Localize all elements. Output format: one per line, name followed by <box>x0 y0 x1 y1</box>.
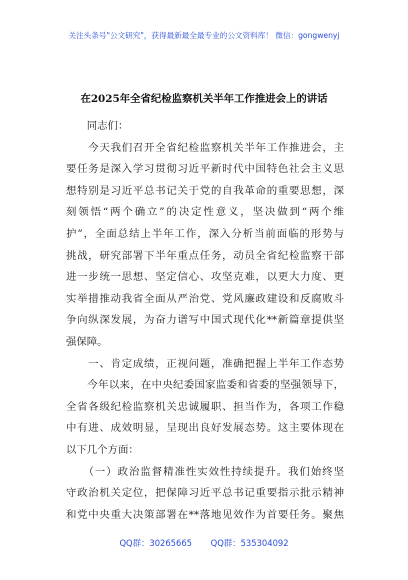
body-line: 今天我们召开全省纪检监察机关半年工作推进会，主 <box>66 141 344 154</box>
body-line: 同志们： <box>66 120 129 132</box>
body-line: 中有进、成效明显，呈现出良好发展态势。这主要体现在 <box>66 422 344 435</box>
footer-qq-group-1: QQ群：30265665 <box>119 538 192 548</box>
document-body <box>66 116 344 526</box>
footer-qq-group-2: QQ群：535304092 <box>210 538 289 548</box>
document-title: 在2025年全省纪检监察机关半年工作推进会上的讲话 <box>80 93 328 105</box>
body-line: 想特别是习近平总书记关于党的自我革命的重要思想，深 <box>66 184 344 197</box>
body-line: 挑战，研究部署下半年重点任务，动员全省纪检监察干部 <box>66 249 344 262</box>
header-notice: 关注头条号"公文研究"，获得最新最全最专业的公文资料库！ 微信：gongwenyj <box>68 31 340 40</box>
body-line: 守政治机关定位，把保障习近平总书记重要指示批示精神 <box>66 487 344 500</box>
body-line: 以下几个方面： <box>66 443 139 456</box>
body-line: 护”，全面总结上半年工作，深入分析当前面临的形势与 <box>66 227 344 240</box>
body-line: 今年以来，在中央纪委国家监委和省委的坚强领导下， <box>66 379 344 392</box>
body-line: 刻领悟“两个确立”的决定性意义，坚决做到“两个维 <box>66 206 344 219</box>
body-line: 实举措推动我省全面从严治党、党风廉政建设和反腐败斗 <box>66 292 344 305</box>
body-line: 全省各级纪检监察机关忠诚履职、担当作为，各项工作稳 <box>66 400 344 413</box>
body-line: 进一步统一思想、坚定信心、攻坚克难，以更大力度、更 <box>66 271 344 284</box>
footer-contacts <box>0 537 408 549</box>
body-line: 强保障。 <box>66 335 108 348</box>
body-line: 一、肯定成绩，正视问题，准确把握上半年工作态势 <box>66 357 344 370</box>
body-line: 和党中央重大决策部署在**落地见效作为首要任务。聚焦 <box>66 508 344 521</box>
body-line: 要任务是深入学习贯彻习近平新时代中国特色社会主义思 <box>66 163 344 176</box>
body-line: 争向纵深发展，为奋力谱写中国式现代化**新篇章提供坚 <box>66 314 344 327</box>
body-line: （一）政治监督精准性实效性持续提升。我们始终坚 <box>66 465 344 478</box>
